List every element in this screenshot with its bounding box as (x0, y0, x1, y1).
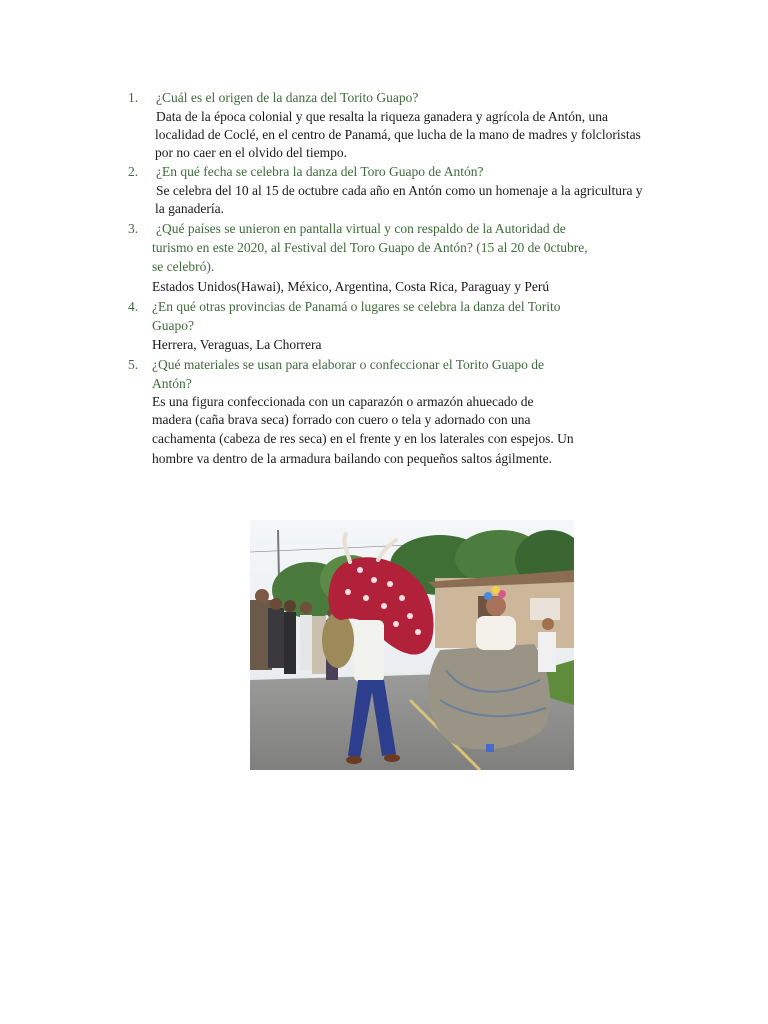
answer-line: cachamenta (cabeza de res seca) en el frente y en los laterales con espejos. Un (152, 431, 574, 446)
question-line: Guapo? (152, 318, 194, 333)
item-number: 5. (128, 357, 139, 372)
question-line: ¿En qué fecha se celebra la danza del Toro Guapo de Antón? (156, 164, 484, 179)
toro-guapo-photo (250, 520, 574, 770)
answer-line: Data de la época colonial y que resalta la riqueza ganadera y agrícola de Antón, una (156, 109, 609, 124)
answer-line: Herrera, Veraguas, La Chorrera (152, 337, 322, 352)
answer-line: Es una figura confeccionada con un caparazón o armazón ahuecado de (152, 394, 534, 409)
item-number: 1. (128, 90, 139, 105)
item-number: 2. (128, 164, 139, 179)
item-number: 3. (128, 221, 139, 236)
question-line: ¿Cuál es el origen de la danza del Torito Guapo? (156, 90, 419, 105)
answer-line: hombre va dentro de la armadura bailando con pequeños saltos ágilmente. (152, 451, 552, 466)
question-line: Antón? (152, 376, 192, 391)
question-line: ¿En qué otras provincias de Panamá o lugares se celebra la danza del Torito (152, 299, 561, 314)
answer-line: localidad de Coclé, en el centro de Panamá, que lucha de la mano de madres y folcloristas (155, 127, 641, 142)
answer-line: la ganadería. (155, 201, 224, 216)
answer-line: por no caer en el olvido del tiempo. (155, 145, 347, 160)
answer-line: Se celebra del 10 al 15 de octubre cada año en Antón como un homenaje a la agricultura y (156, 183, 643, 198)
question-line: se celebró). (152, 259, 215, 274)
answer-line: madera (caña brava seca) forrado con cuero o tela y adornado con una (152, 412, 531, 427)
answer-line: Estados Unidos(Hawai), México, Argentina, Costa Rica, Paraguay y Perú (152, 279, 550, 294)
question-line: ¿Qué materiales se usan para elaborar o confeccionar el Torito Guapo de (152, 357, 545, 372)
question-line: turismo en este 2020, al Festival del Toro Guapo de Antón? (15 al 20 de 0ctubre, (152, 240, 588, 255)
item-number: 4. (128, 299, 139, 314)
question-line: ¿Qué países se unieron en pantalla virtual y con respaldo de la Autoridad de (156, 221, 566, 236)
